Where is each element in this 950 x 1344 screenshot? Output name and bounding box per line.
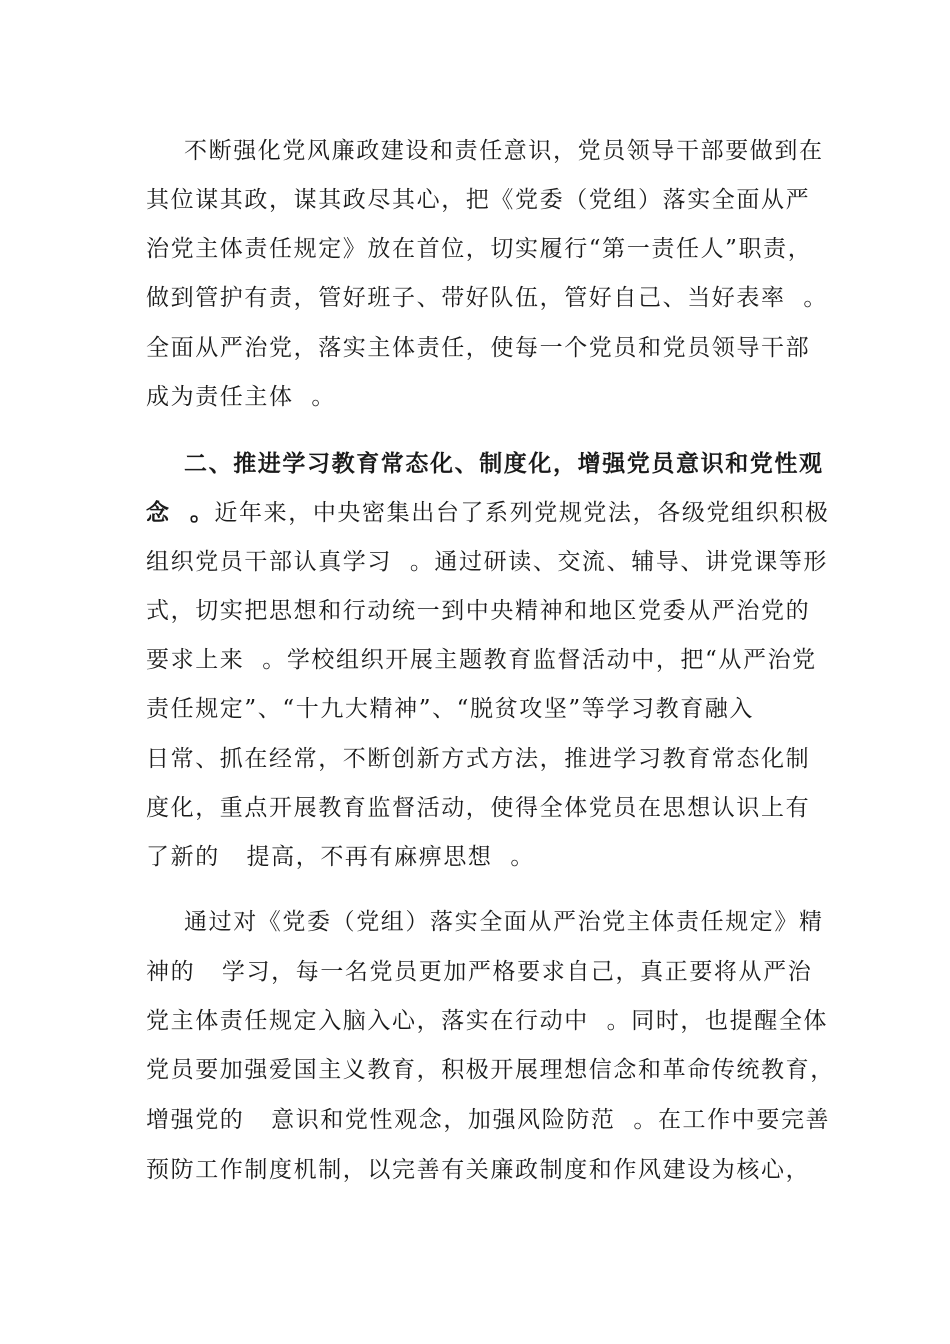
paragraph-1-line-2: 其位谋其政，谋其政尽其心，把《党委（党组）落实全面从严 — [146, 187, 811, 213]
paragraph-1-line-6: 成为责任主体 。 — [146, 384, 337, 410]
paragraph-2-line-2-text: 近年来，中央密集出台了系列党规党法，各级党组织积极 — [214, 500, 830, 526]
paragraph-1-line-1: 不断强化党风廉政建设和责任意识，党员领导干部要做到在 — [184, 138, 824, 164]
paragraph-2-line-4: 式，切实把思想和行动统一到中央精神和地区党委从严治党的 — [146, 598, 811, 624]
paragraph-2-line-5: 要求上来 。学校组织开展主题教育监督活动中，把“从严治党 — [146, 647, 817, 673]
paragraph-1-line-5: 全面从严治党，落实主体责任，使每一个党员和党员领导干部 — [146, 335, 811, 361]
paragraph-3-line-4: 党员要加强爱国主义教育，积极开展理想信念和革命传统教育， — [146, 1057, 835, 1083]
paragraph-2-line-2 — [146, 493, 830, 533]
paragraph-2-line-3: 组织党员干部认真学习 。通过研读、交流、辅导、讲党课等形 — [146, 549, 829, 575]
paragraph-2-line-8: 度化，重点开展教育监督活动，使得全体党员在思想认识上有 — [146, 795, 811, 821]
paragraph-2-line-6: 责任规定”、“十九大精神”、“脱贫攻坚”等学习教育融入 — [146, 696, 754, 722]
paragraph-3-line-3: 党主体责任规定入脑入心，落实在行动中 。同时，也提醒全体 — [146, 1008, 829, 1034]
paragraph-3-line-1: 通过对《党委（党组）落实全面从严治党主体责任规定》精 — [184, 909, 824, 935]
paragraph-1-line-3: 治党主体责任规定》放在首位，切实履行“第一责任人”职责， — [146, 236, 813, 262]
paragraph-3-line-6: 预防工作制度机制，以完善有关廉政制度和作风建设为核心， — [146, 1157, 811, 1183]
paragraph-3-line-2: 神的 学习，每一名党员更加严格要求自己，真正要将从严治 — [146, 959, 813, 985]
section-heading-end: 念 。 — [146, 499, 215, 526]
section-heading-line: 二、推进学习教育常态化、制度化，增强党员意识和党性观 — [184, 450, 824, 477]
paragraph-2-line-9: 了新的 提高，不再有麻痹思想 。 — [146, 844, 535, 870]
paragraph-1-line-4: 做到管护有责，管好班子、带好队伍，管好自己、当好表率 。 — [146, 285, 829, 311]
paragraph-3-line-5: 增强党的 意识和党性观念，加强风险防范 。在工作中要完善 — [146, 1107, 831, 1133]
paragraph-2-line-7: 日常、抓在经常，不断创新方式方法，推进学习教育常态化制 — [146, 746, 811, 772]
